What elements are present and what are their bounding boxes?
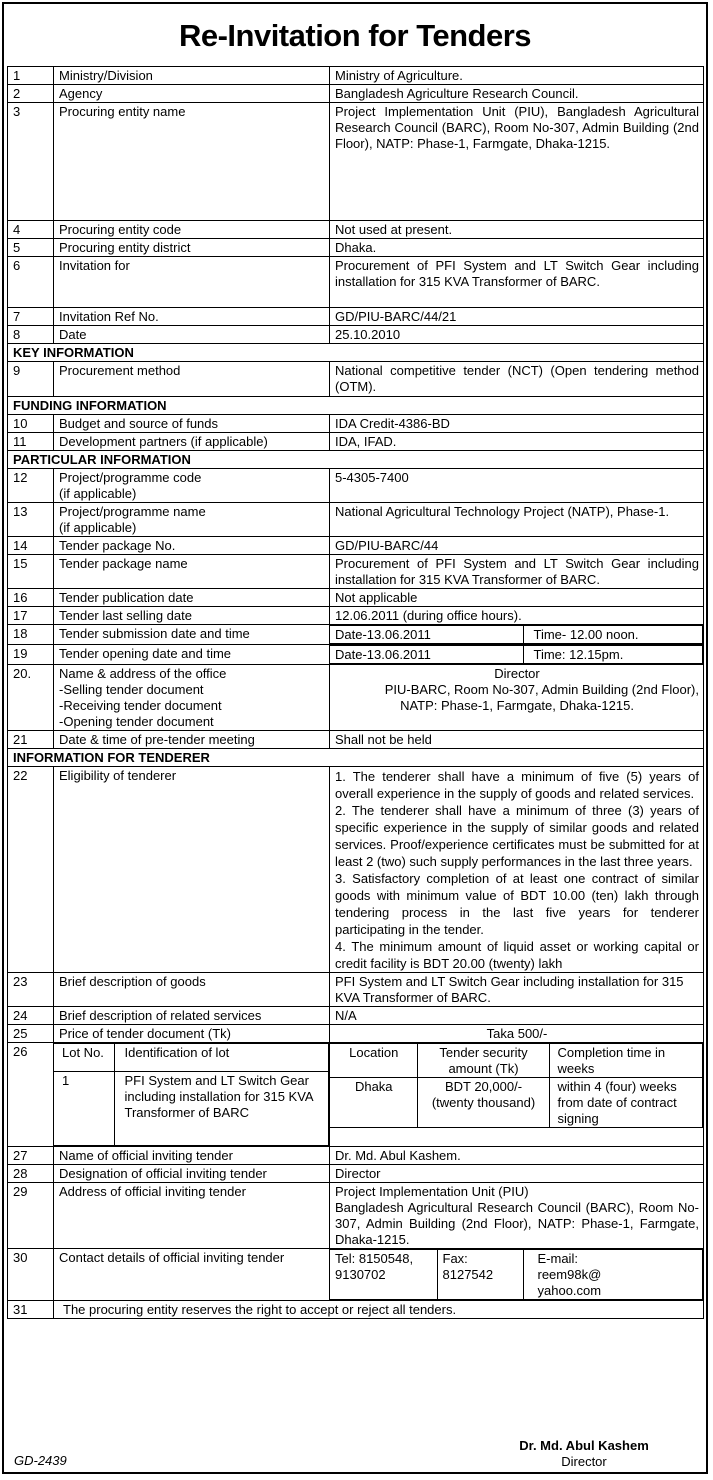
section-funding-information: FUNDING INFORMATION [8, 397, 704, 415]
table-row: 17 Tender last selling date 12.06.2011 (during office hours). [8, 607, 704, 625]
table-row: 22 Eligibility of tenderer 1. The tenderer shall have a minimum of five (5) years of overall experience in the supply of goods and related services. 2. The tenderer shall have a minimum of three (3) years of specific experience in the supply of similar goods and related services. Proof/experience certificates must be submitted for at least 2 (two) such supply performances in the last three years. 3. Satisfactory completion of at least one contract of similar goods with minimum value of BDT 10.00 (ten) lakh through tendering process in the last five years for tenderer participating in the tender. 4. The minimum amount of liquid asset or working capital or credit facility is BDT 20.00 (twenty) lakh [8, 767, 704, 973]
tender-notice [2, 2, 708, 1474]
table-row: 29 Address of official inviting tender Project Implementation Unit (PIU) Bangladesh Agricultural Research Council (BARC), Room No-307, Admin Building (2nd Floor), NATP: Phase-1, Farmgate, Dhaka-1215. [8, 1183, 704, 1249]
notice-code: GD-2439 [14, 1453, 67, 1468]
lot-table-row: 26 Lot No. Identification of lot 1 PFI System and LT Switch Gear including installation for 315 KVA Transformer of BARC Location Tender security amount (Tk) Completion time in weeks Dhaka BDT 20,000/- (twenty thousand) within 4 (four) weeks from date of contract signing [8, 1043, 704, 1147]
signature-block: Dr. Md. Abul Kashem Director [519, 1438, 649, 1469]
table-row: 1 Ministry/Division Ministry of Agriculture. [8, 67, 704, 85]
page-title: Re-Invitation for Tenders [178, 18, 532, 53]
table-row: 24 Brief description of related services N/A [8, 1007, 704, 1025]
table-row: 6 Invitation for Procurement of PFI System and LT Switch Gear including installation for 315 KVA Transformer of BARC. [8, 257, 704, 308]
table-row: 25 Price of tender document (Tk) Taka 500/- [8, 1025, 704, 1043]
table-row: 28 Designation of official inviting tender Director [8, 1165, 704, 1183]
table-row: 8 Date 25.10.2010 [8, 326, 704, 344]
section-particular-information: PARTICULAR INFORMATION [8, 451, 704, 469]
table-row: 7 Invitation Ref No. GD/PIU-BARC/44/21 [8, 308, 704, 326]
table-row: 31 The procuring entity reserves the right to accept or reject all tenders. [8, 1301, 704, 1319]
table-row: 21 Date & time of pre-tender meeting Shall not be held [8, 731, 704, 749]
table-row: 11 Development partners (if applicable) IDA, IFAD. [8, 433, 704, 451]
section-information-for-tenderer: INFORMATION FOR TENDERER [8, 749, 704, 767]
table-row: 19 Tender opening date and time Date-13.06.2011 Time: 12.15pm. [8, 645, 704, 665]
table-row: 2 Agency Bangladesh Agriculture Research Council. [8, 85, 704, 103]
table-row: 9 Procurement method National competitive tender (NCT) (Open tendering method (OTM). [8, 362, 704, 397]
table-row: 10 Budget and source of funds IDA Credit-4386-BD [8, 415, 704, 433]
table-row: 30 Contact details of official inviting tender Tel: 8150548, 9130702 Fax: 8127542 E-mail: reem98k@ yahoo.com [8, 1249, 704, 1301]
table-row: 16 Tender publication date Not applicable [8, 589, 704, 607]
table-row: 3 Procuring entity name Project Implementation Unit (PIU), Bangladesh Agricultural Research Council (BARC), Room No-307, Admin Building (2nd Floor), NATP: Phase-1, Farmgate, Dhaka-1215. [8, 103, 704, 221]
tender-table [7, 66, 704, 1319]
table-row: 5 Procuring entity district Dhaka. [8, 239, 704, 257]
table-row: 12 Project/programme code (if applicable) 5-4305-7400 [8, 469, 704, 503]
table-row: 4 Procuring entity code Not used at present. [8, 221, 704, 239]
section-key-information: KEY INFORMATION [8, 344, 704, 362]
table-row: 13 Project/programme name (if applicable) National Agricultural Technology Project (NATP), Phase-1. [8, 503, 704, 537]
table-row: 23 Brief description of goods PFI System and LT Switch Gear including installation for 315 KVA Transformer of BARC. [8, 973, 704, 1007]
table-row: 14 Tender package No. GD/PIU-BARC/44 [8, 537, 704, 555]
table-row: 20. Name & address of the office -Selling tender document -Receiving tender document -Opening tender document Director PIU-BARC, Room No-307, Admin Building (2nd Floor), NATP: Phase-1, Farmgate, Dhaka-1215. [8, 665, 704, 731]
table-row: 18 Tender submission date and time Date-13.06.2011 Time- 12.00 noon. [8, 625, 704, 645]
table-row: 27 Name of official inviting tender Dr. Md. Abul Kashem. [8, 1147, 704, 1165]
table-row: 15 Tender package name Procurement of PFI System and LT Switch Gear including installation for 315 KVA Transformer of BARC. [8, 555, 704, 589]
